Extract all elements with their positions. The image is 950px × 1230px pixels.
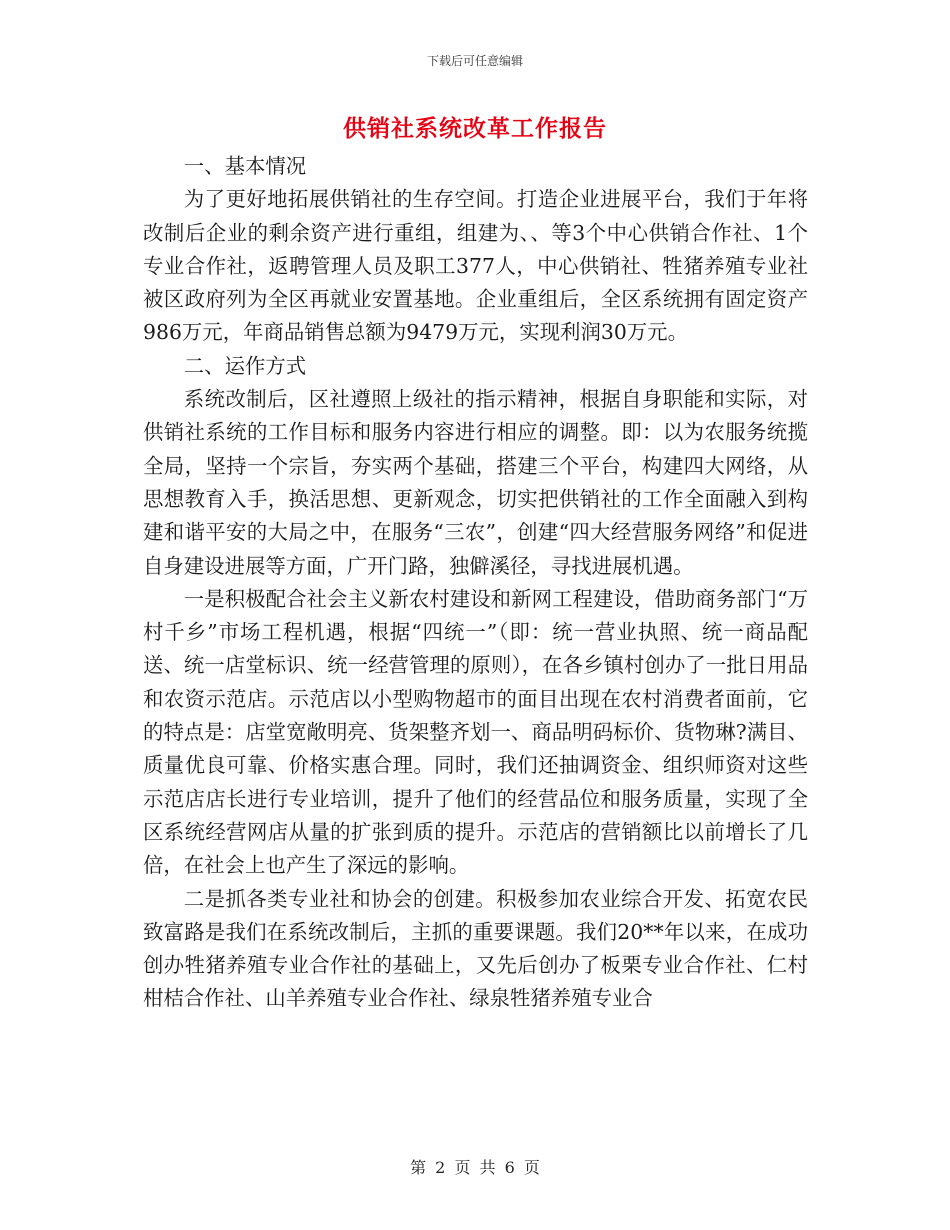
paragraph: 为了更好地拓展供销社的生存空间。打造企业进展平台，我们于年将改制后企业的剩余资产进行重组，组建为、、等3个中心供销合作社、1个专业合作社，返聘管理人员及职工377人，中心供销社、牲猪养殖专业社被区政府列为全区再就业安置基地。企业重组后，全区系统拥有固定资产986万元，年商品销售总额为9479万元，实现利润30万元。 (143, 187, 808, 345)
paragraph: 一是积极配合社会主义新农村建设和新网工程建设，借助商务部门“万村千乡”市场工程机遇，根据“四统一”（即：统一营业执照、统一商品配送、统一店堂标识、统一经营管理的原则），在各乡镇村创办了一批日用品和农资示范店。示范店以小型购物超市的面目出现在农村消费者面前，它的特点是：店堂宽敞明亮、货架整齐划一、商品明码标价、货物琳?满目、质量优良可靠、价格实惠合理。同时，我们还抽调资金、组织师资对这些示范店店长进行专业培训，提升了他们的经营品位和服务质量，实现了全区系统经营网店从量的扩张到质的提升。示范店的营销额比以前增长了几倍，在社会上也产生了深远的影响。 (143, 586, 808, 878)
section-heading-basic: 一、基本情况 (183, 154, 307, 178)
section-heading-operation: 二、运作方式 (183, 353, 307, 378)
page-footer: 第 2 页 共 6 页 (410, 1158, 540, 1177)
document-title: 供销社系统改革工作报告 (343, 115, 607, 142)
document-body (143, 150, 808, 1016)
paragraph: 二是抓各类专业社和协会的创建。积极参加农业综合开发、拓宽农民致富路是我们在系统改制后，主抓的重要课题。我们20**年以来，在成功创办牲猪养殖专业合作社的基础上，又先后创办了板栗专业合作社、仁村柑桔合作社、山羊养殖专业合作社、绿泉牲猪养殖专业合 (143, 886, 808, 1011)
paragraph: 系统改制后，区社遵照上级社的指示精神，根据自身职能和实际，对供销社系统的工作目标和服务内容进行相应的调整。即：以为农服务统揽全局，坚持一个宗旨，夯实两个基础，搭建三个平台，构建四大网络，从思想教育入手，换活思想、更新观念，切实把供销社的工作全面融入到构建和谐平安的大局之中，在服务“三农”，创建“四大经营服务网络”和促进自身建设进展等方面，广开门路，独僻溪径，寻找进展机遇。 (143, 387, 808, 578)
page-header: 下载后可任意编辑 (426, 54, 523, 68)
